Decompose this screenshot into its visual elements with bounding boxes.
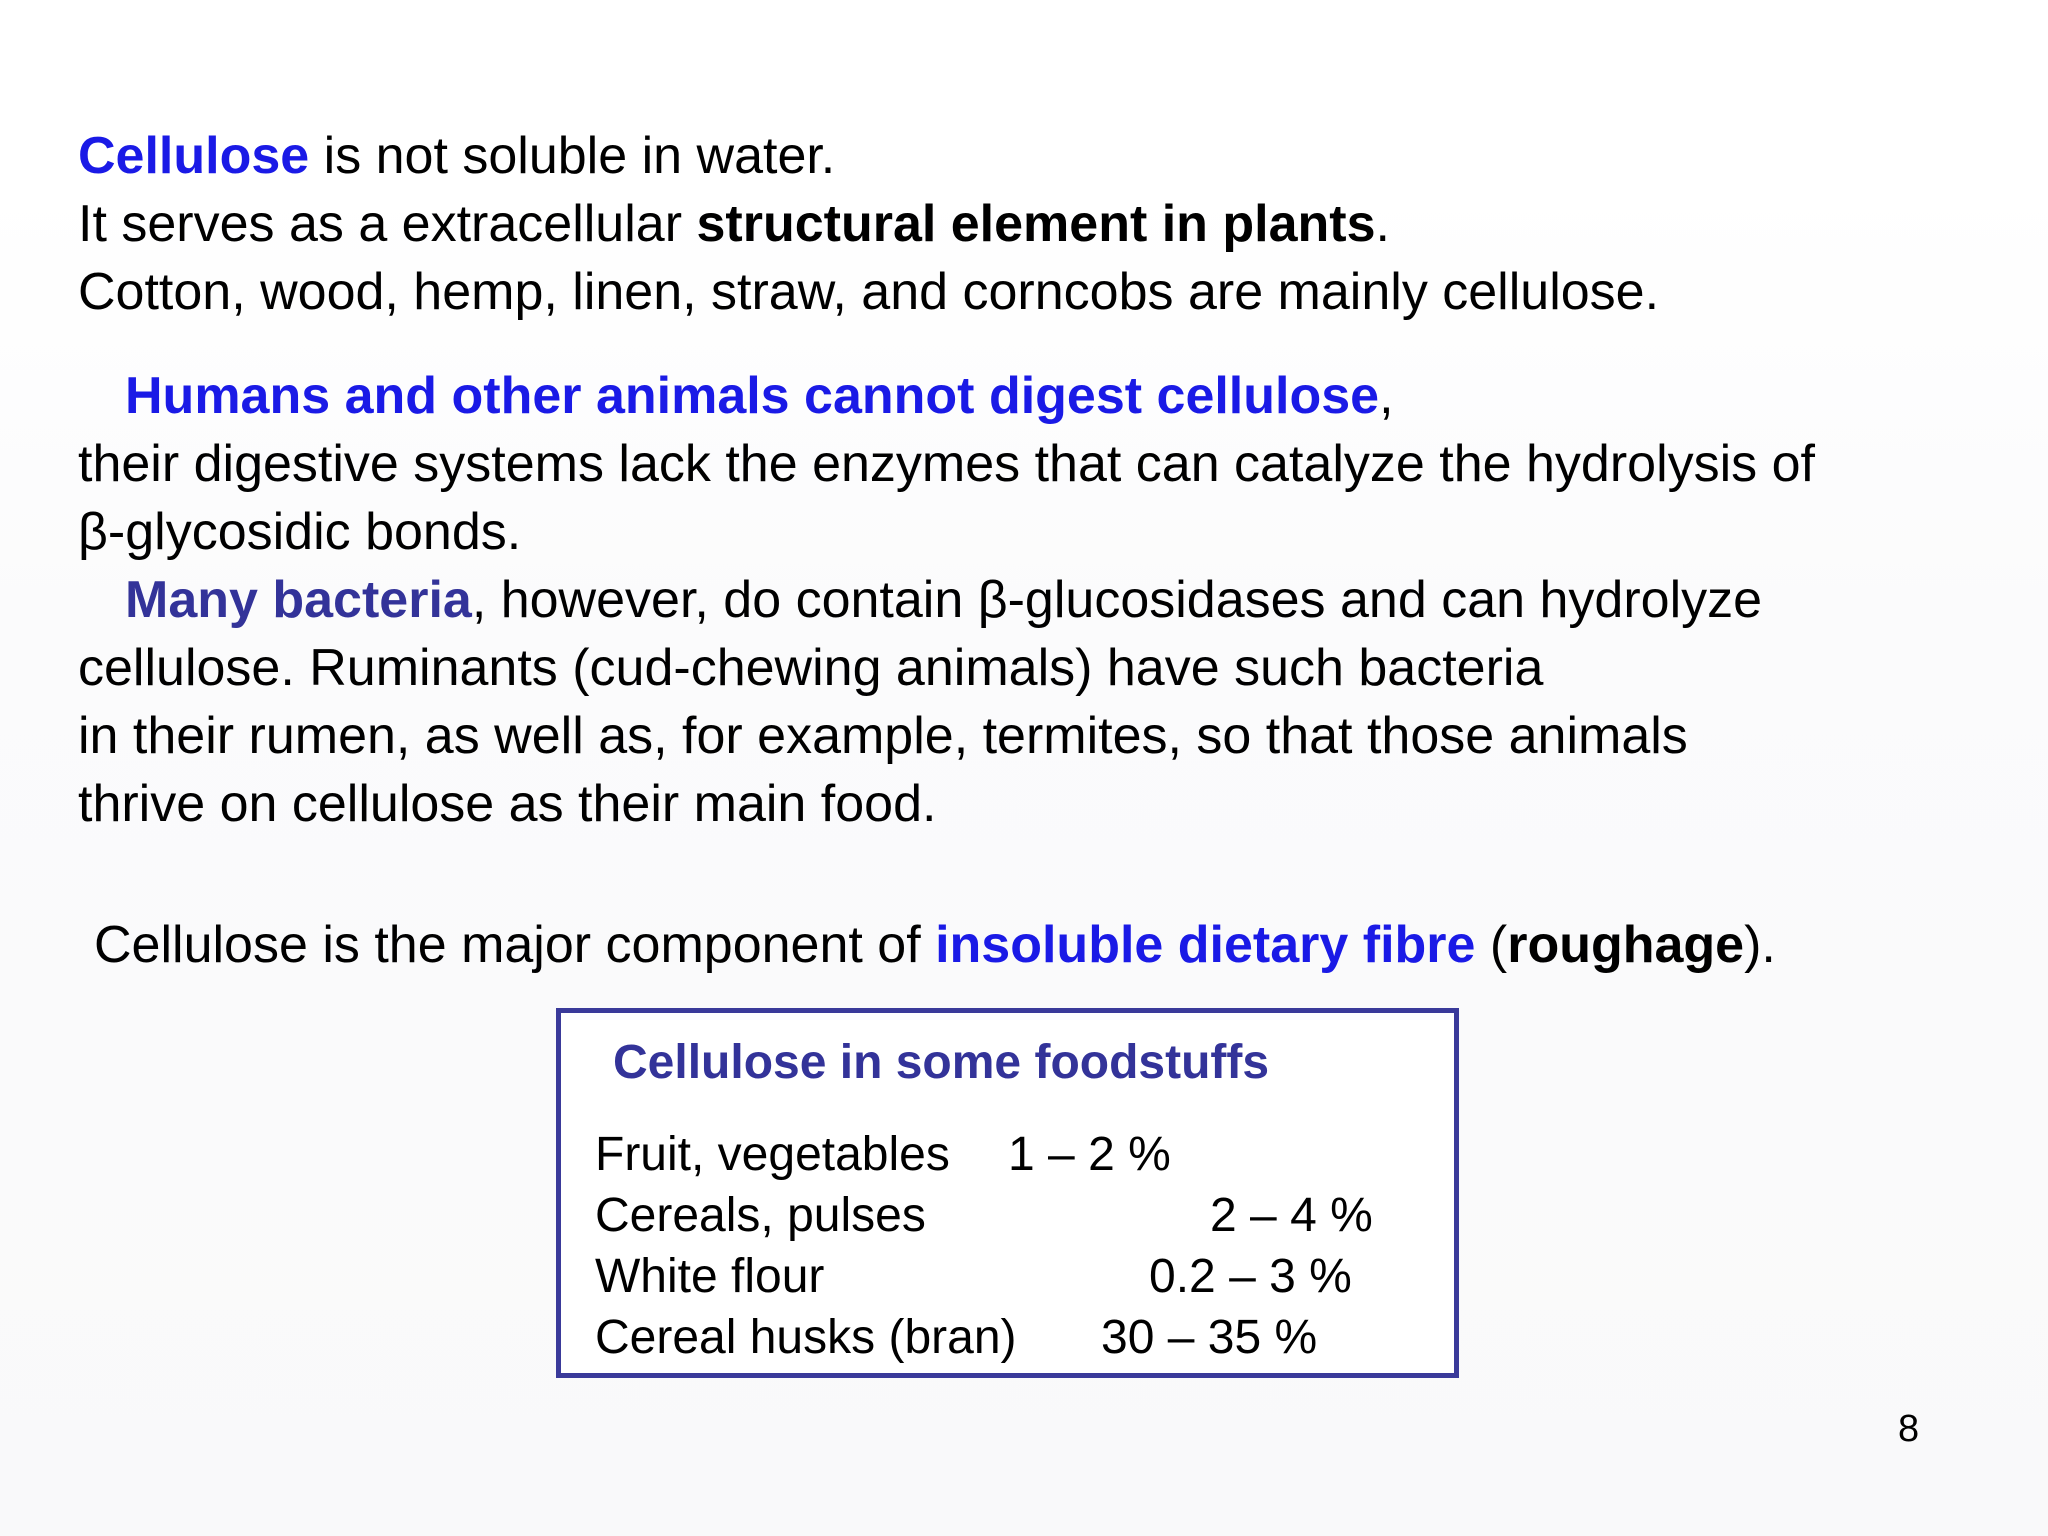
page-number: 8	[1898, 1408, 1920, 1450]
paragraph2-line4	[125, 570, 1762, 630]
paragraph2-line3: β-glycosidic bonds.	[78, 503, 522, 561]
text-span: ,	[1379, 367, 1394, 425]
text-span: It serves as a extracellular	[78, 195, 697, 253]
text-span: .	[1375, 195, 1390, 253]
paragraph2-line7: thrive on cellulose as their main food.	[78, 775, 937, 833]
text-span: Cellulose is the major component of	[94, 916, 936, 974]
text-span: (	[1475, 916, 1508, 974]
paragraph1-line3: Cotton, wood, hemp, linen, straw, and corncobs are mainly cellulose.	[78, 263, 1660, 321]
foodstuff-value: 2 – 4 %	[1210, 1189, 1373, 1242]
foodstuffs-box-title: Cellulose in some foodstuffs	[613, 1036, 1270, 1089]
paragraph2-line2: their digestive systems lack the enzymes that can catalyze the hydrolysis of	[78, 435, 1815, 493]
paragraph2-line5: cellulose. Ruminants (cud-chewing animals) have such bacteria	[78, 639, 1544, 697]
paragraph2-line1	[125, 366, 1394, 426]
paragraph3	[94, 915, 1776, 975]
roughage-term: roughage	[1507, 916, 1745, 974]
paragraph2-line6: in their rumen, as well as, for example, termites, so that those animals	[78, 707, 1688, 765]
many-bacteria-term: Many bacteria	[125, 571, 472, 629]
paragraph1-line2	[78, 194, 1390, 254]
foodstuff-value: 0.2 – 3 %	[1149, 1250, 1352, 1303]
insoluble-fibre-term: insoluble dietary fibre	[935, 916, 1476, 974]
foodstuff-label: Cereal husks (bran)	[595, 1311, 1017, 1364]
foodstuff-label: Fruit, vegetables	[595, 1128, 950, 1181]
paragraph1-line1	[78, 126, 835, 186]
foodstuff-value: 1 – 2 %	[1008, 1128, 1171, 1181]
text-span: , however, do contain β-glucosidases and can hydrolyze	[471, 571, 1763, 629]
foodstuffs-box	[556, 1008, 1459, 1378]
humans-cannot-digest-term: Humans and other animals cannot digest cellulose	[125, 367, 1380, 425]
foodstuff-label: Cereals, pulses	[595, 1189, 926, 1242]
text-span: is not soluble in water.	[309, 127, 836, 185]
foodstuff-label: White flour	[595, 1250, 825, 1303]
cellulose-term: Cellulose	[78, 127, 310, 185]
text-span: ).	[1744, 916, 1776, 974]
structural-element-term: structural element in plants	[696, 195, 1376, 253]
foodstuff-value: 30 – 35 %	[1101, 1311, 1318, 1364]
